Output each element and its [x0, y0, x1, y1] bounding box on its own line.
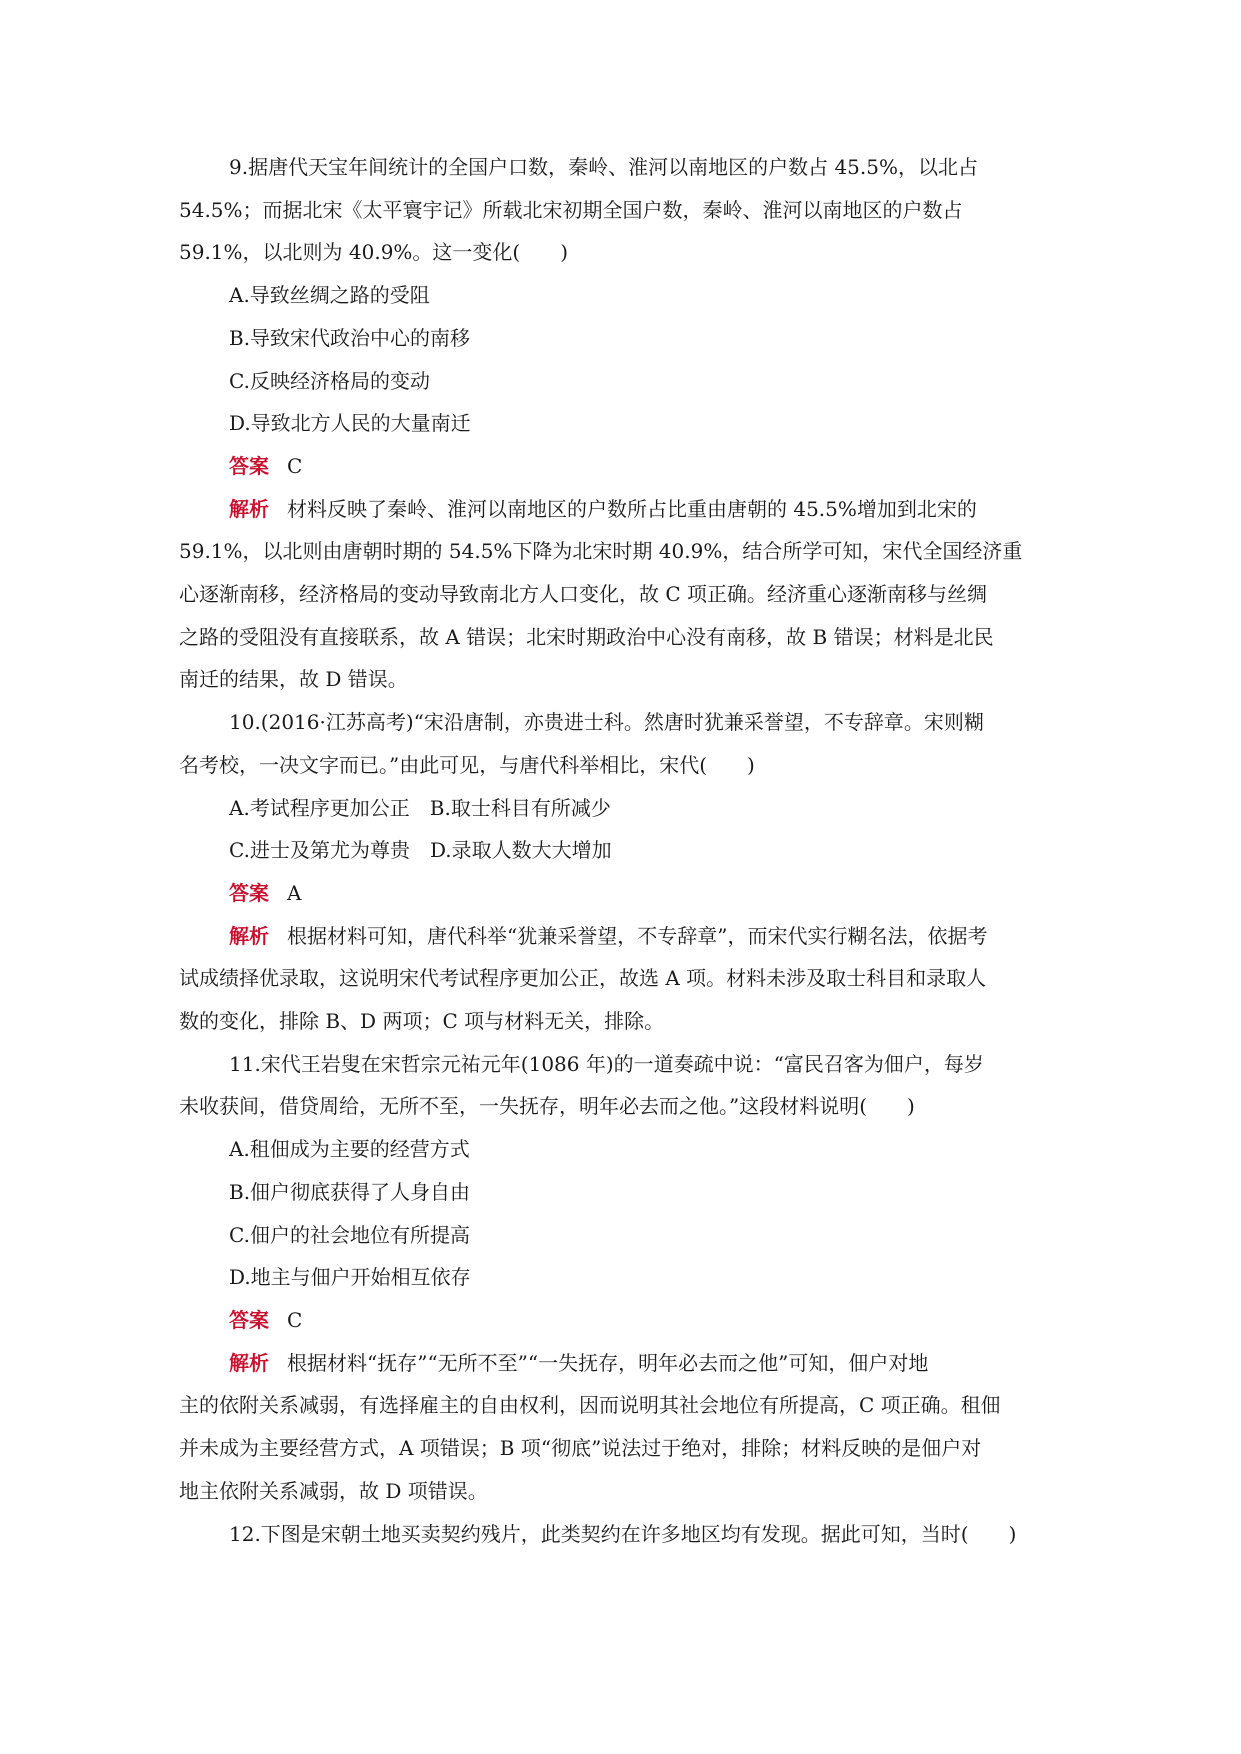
answer-row: [229, 1299, 1069, 1342]
explanation-label: 解析: [229, 496, 269, 521]
question-stem-line: 名考校，一决文字而已。”由此可见，与唐代科举相比，宋代( ): [179, 752, 755, 777]
explanation-line: 并未成为主要经营方式，A 项错误；B 项“彻底”说法过于绝对，排除；材料反映的是佃户对: [179, 1436, 982, 1461]
option-a: A.导致丝绸之路的受阻: [229, 283, 430, 308]
question-stem-line: 未收获间，借贷周给，无所不至，一失抚存，明年必去而之他。”这段材料说明( ): [179, 1094, 915, 1119]
explanation-line: 试成绩择优录取，这说明宋代考试程序更加公正，故选 A 项。材料未涉及取士科目和录取人: [179, 966, 987, 991]
question-stem-line: 11.宋代王岩叟在宋哲宗元祐元年(1086 年)的一道奏疏中说：“富民召客为佃户，每岁: [229, 1051, 984, 1076]
question-stem-line: 59.1%，以北则为 40.9%。这一变化( ): [179, 240, 569, 265]
question-stem-line: 10.(2016·江苏高考)“宋沿唐制，亦贵进士科。然唐时犹兼采誉望，不专辞章。宋则糊: [229, 710, 984, 735]
explanation-line: 材料反映了秦岭、淮河以南地区的户数所占比重由唐朝的 45.5%增加到北宋的: [287, 496, 977, 521]
question-stem-line: 54.5%；而据北宋《太平寰宇记》所载北宋初期全国户数，秦岭、淮河以南地区的户数占: [179, 197, 963, 222]
answer-value: C: [287, 453, 303, 478]
explanation-line: 南迁的结果，故 D 错误。: [179, 667, 408, 692]
option-c: C.佃户的社会地位有所提高: [229, 1222, 470, 1247]
answer-row: [229, 872, 1069, 915]
explanation-line: 数的变化，排除 B、D 两项；C 项与材料无关，排除。: [179, 1009, 665, 1034]
question-11: [179, 1043, 1069, 1513]
question-12: [229, 1513, 1069, 1556]
explanation-line: 59.1%，以北则由唐朝时期的 54.5%下降为北宋时期 40.9%，结合所学可知，宋代全国经济重: [179, 539, 1023, 564]
option-a: A.租佃成为主要的经营方式: [229, 1137, 470, 1162]
option-d: D.地主与佃户开始相互依存: [229, 1265, 471, 1290]
document-content: [179, 146, 1069, 1555]
explanation: [229, 488, 1069, 531]
option-row-cd: C.进士及第尤为尊贵 D.录取人数大大增加: [229, 838, 612, 863]
answer-value: C: [287, 1307, 303, 1332]
answer-label: 答案: [229, 453, 269, 478]
explanation-line: 地主依附关系减弱，故 D 项错误。: [179, 1478, 488, 1503]
question-stem-line: 9.据唐代天宝年间统计的全国户口数，秦岭、淮河以南地区的户数占 45.5%，以北占: [229, 155, 978, 179]
answer-label: 答案: [229, 1307, 269, 1332]
option-row-ab: A.考试程序更加公正 B.取士科目有所减少: [229, 795, 611, 820]
explanation-line: 主的依附关系减弱，有选择雇主的自由权利，因而说明其社会地位有所提高，C 项正确。租佃: [179, 1393, 1001, 1418]
answer-value: A: [287, 880, 302, 905]
answer-label: 答案: [229, 880, 269, 905]
explanation-line: 心逐渐南移，经济格局的变动导致南北方人口变化，故 C 项正确。经济重心逐渐南移与丝绸: [179, 582, 988, 607]
explanation-line: 根据材料“抚存”“无所不至”“一失抚存，明年必去而之他”可知，佃户对地: [287, 1350, 929, 1375]
question-9: [179, 146, 1069, 701]
explanation-label: 解析: [229, 1350, 269, 1375]
explanation-line: 之路的受阻没有直接联系，故 A 错误；北宋时期政治中心没有南移，故 B 错误；材料是北民: [179, 624, 994, 649]
question-stem-line: 12.下图是宋朝土地买卖契约残片，此类契约在许多地区均有发现。据此可知，当时( ): [229, 1521, 1017, 1546]
explanation: [229, 915, 1069, 958]
option-d: D.导致北方人民的大量南迁: [229, 411, 471, 436]
option-c: C.反映经济格局的变动: [229, 368, 430, 393]
option-b: B.佃户彻底获得了人身自由: [229, 1179, 471, 1204]
explanation-line: 根据材料可知，唐代科举“犹兼采誉望，不专辞章”，而宋代实行糊名法，依据考: [287, 923, 988, 948]
question-10: [179, 701, 1069, 1043]
option-b: B.导致宋代政治中心的南移: [229, 325, 471, 350]
explanation: [229, 1342, 1069, 1385]
explanation-label: 解析: [229, 923, 269, 948]
answer-row: [229, 445, 1069, 488]
